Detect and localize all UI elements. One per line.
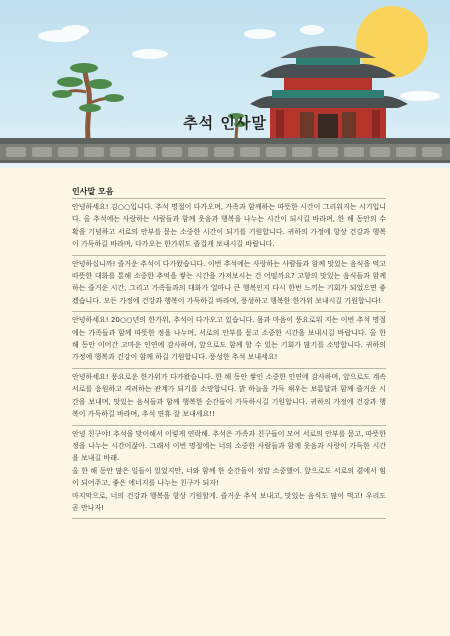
section-title: 인사말 모음 [72, 187, 114, 196]
hanok-scene-illustration [0, 0, 450, 168]
greeting-list [72, 198, 386, 519]
greeting-text-4: 안녕하세요! 풍요로운 한가위가 다가왔습니다. 한 해 동안 쌓인 소중한 인연에 감사하며, 앞으로도 계속 서로를 응원하고 격려하는 관계가 되기를 소망합니다. 밝 하늘을 가득 채우는 보름달과 함께 즐거운 시간을 보내며, 맛있는 음식들과 함께 행복한 순간들이 가득하시길 기원합니다. 귀하의 가정에 건강과 행복이 가득하길 바라며, 추석 연휴 잘 보내세요!! [72, 372, 386, 419]
greeting-text-1: 안녕하세요! 김○○입니다. 추석 명절이 다가오며, 가족과 함께하는 따뜻한 시간이 그리워지는 시기입니다. 올 추석에는 사랑하는 사람들과 함께 웃음과 행복을 나누는 시간이 되시길 바라며, 한 해 동안의 수확을 기념하고 서로의 안부를 묻는 소중한 시간이 되기를 기원합니다. 귀하의 가정에 항상 건강과 행복이 가득하길 바라며, 다가오는 한가위도 즐겁게 보내시길 바랍니다. [72, 203, 386, 249]
page-title: 추석 인사말 [183, 114, 267, 132]
greeting-text-5: 안녕 친구야! 추석을 맞이해서 이렇게 연락해. 추석은 가족과 친구들이 모여 서로의 안부를 묻고, 따뜻한 정을 나누는 시간이잖아. 그래서 이번 명절에는 너의 소중한 사람들과 함께 웃음과 사랑이 가득한 시간을 보내길 바래. 올 한 해 동안 많은 일들이 있었지만, 너와 함께 한 순간들이 정말 소중했어. 앞으로도 서로의 곁에서 힘이 되어주고, 좋은 에너지를 나누는 친구가 되자! 마지막으로, 너의 건강과 행복을 항상 기원할게. 즐거운 추석 보내고, 맛있는 음식도 많이 먹고! 우리도 곧 만나자! [72, 429, 386, 512]
header-illustration [0, 0, 450, 168]
stone-wall-icon [0, 138, 450, 163]
greeting-text-2: 안녕하십니까! 즐거운 추석이 다가왔습니다. 이번 추석에는 사랑하는 사람들과 함께 맛있는 음식을 먹고 따뜻한 대화를 통해 소중한 추억을 쌓는 시간을 가져보시는 건 어떨까요? 고향의 맛있는 음식들과 함께 하는 즐거운 시간, 그리고 가족들과의 대화가 얼마나 큰 행복인지 다시 한번 느끼는 기회가 되었으면 좋겠습니다. 모든 가정에 건강과 행복이 가득하길 바라며, 풍성하고 행복한 한가위 보내시길 기원합니다! [72, 259, 386, 305]
greeting-text-3: 안녕하세요! 20○○년의 한가위, 추석이 다가오고 있습니다. 몸과 마음이 풍요로워 지는 이번 추석 명절에는 가족들과 함께 따뜻한 정을 나누며, 서로의 안부를 묻고 소중한 시간을 보내시길 바랍니다. 올 한 해 동안 이어간 고마운 인연에 감사하며, 앞으로도 함께 할 수 있는 기회가 많기를 소망합니다. 귀하의 가정에 행복과 건강이 함께 하길 기원합니다. 풍성한 추석 보내세요! [72, 316, 386, 362]
divider [72, 518, 386, 519]
